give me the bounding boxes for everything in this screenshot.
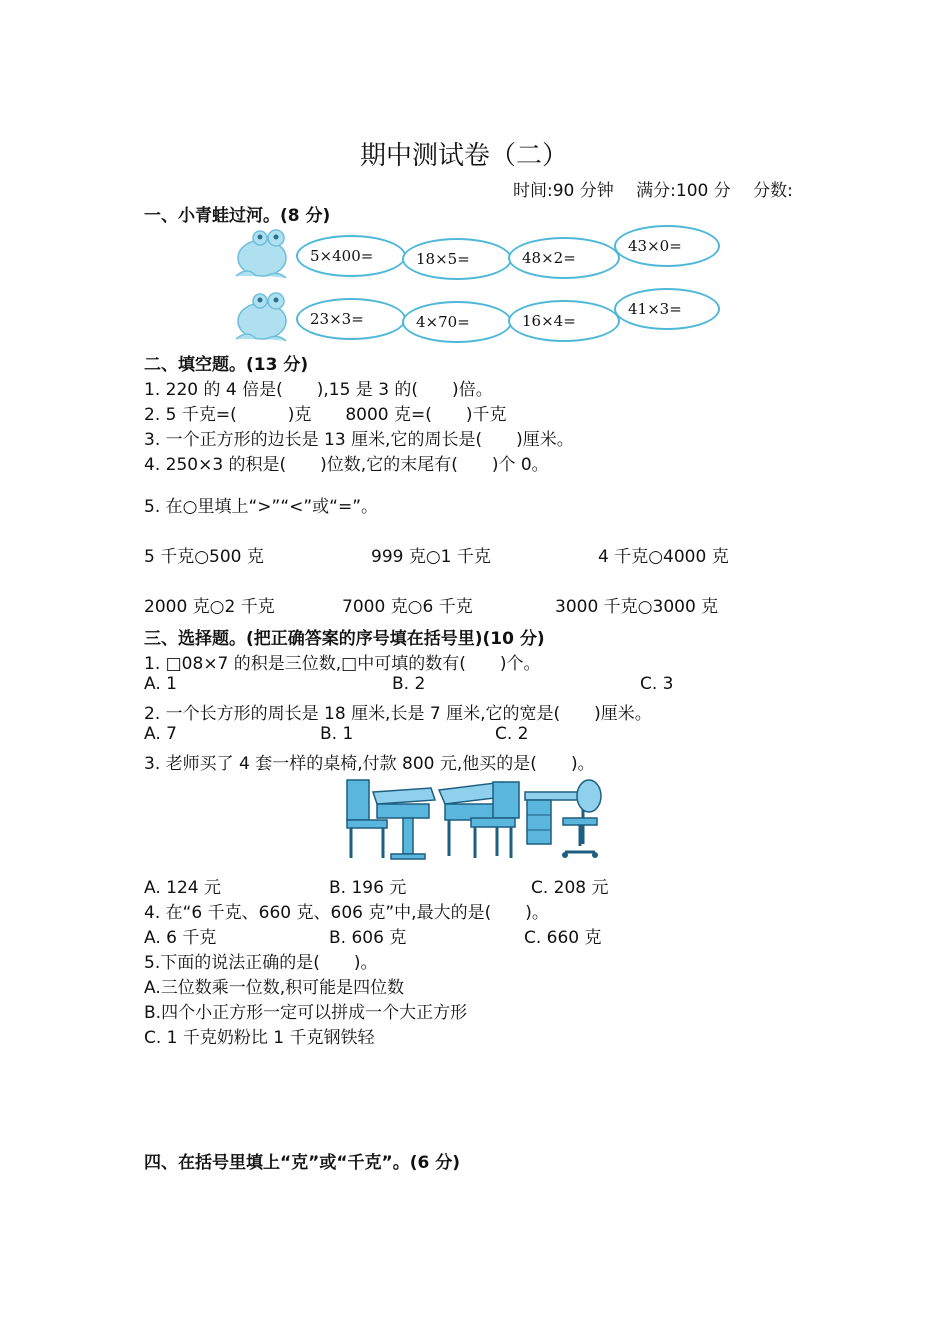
option-c: C. 1 千克奶粉比 1 千克钢铁轻 bbox=[144, 1028, 375, 1048]
lilypad-oval bbox=[508, 300, 620, 342]
section2-heading: 二、填空题。(13 分) bbox=[144, 355, 309, 375]
lilypad-oval bbox=[296, 298, 406, 340]
question-text: 2. 5 千克=( )克 8000 克=( )千克 bbox=[144, 405, 507, 425]
section1-heading: 一、小青蛙过河。(8 分) bbox=[144, 206, 331, 226]
option-b: B. 1 bbox=[320, 724, 354, 744]
option-b: B. 606 克 bbox=[329, 928, 407, 948]
lilypad-oval bbox=[614, 288, 720, 330]
page-title: 期中测试卷（二） bbox=[360, 141, 569, 171]
exam-meta: 时间:90 分钟 满分:100 分 分数: bbox=[513, 181, 793, 201]
section4-heading: 四、在括号里填上“克”或“千克”。(6 分) bbox=[144, 1153, 460, 1173]
lilypad-oval bbox=[296, 235, 406, 277]
frog-icon bbox=[226, 287, 296, 347]
question-text: 4. 在“6 千克、660 克、606 克”中,最大的是( )。 bbox=[144, 903, 549, 923]
expression-text: 16×4= bbox=[522, 312, 576, 330]
option-a: A. 6 千克 bbox=[144, 928, 217, 948]
expression-text: 18×5= bbox=[416, 250, 470, 268]
compare-item: 4 千克○4000 克 bbox=[598, 547, 729, 567]
option-a: A. 124 元 bbox=[144, 878, 221, 898]
option-a: A.三位数乘一位数,积可能是四位数 bbox=[144, 978, 405, 998]
expression-text: 41×3= bbox=[628, 300, 682, 318]
lilypad-oval bbox=[402, 238, 512, 280]
option-b: B. 196 元 bbox=[329, 878, 407, 898]
lilypad-oval bbox=[508, 237, 620, 279]
question-text: 1. □08×7 的积是三位数,□中可填的数有( )个。 bbox=[144, 654, 541, 674]
option-a: A. 7 bbox=[144, 724, 177, 744]
expression-text: 23×3= bbox=[310, 310, 364, 328]
desk-chair-illustration bbox=[343, 770, 608, 862]
question-text: 3. 老师买了 4 套一样的桌椅,付款 800 元,他买的是( )。 bbox=[144, 754, 595, 774]
option-c: C. 208 元 bbox=[531, 878, 609, 898]
option-b: B.四个小正方形一定可以拼成一个大正方形 bbox=[144, 1003, 468, 1023]
question-text: 5. 在○里填上“>”“<”或“=”。 bbox=[144, 497, 379, 517]
question-text: 3. 一个正方形的边长是 13 厘米,它的周长是( )厘米。 bbox=[144, 430, 574, 450]
expression-text: 5×400= bbox=[310, 247, 374, 265]
expression-text: 4×70= bbox=[416, 313, 470, 331]
expression-text: 43×0= bbox=[628, 237, 682, 255]
compare-item: 2000 克○2 千克 bbox=[144, 597, 275, 617]
lilypad-oval bbox=[614, 225, 720, 267]
option-c: C. 3 bbox=[640, 674, 674, 694]
frog-icon bbox=[226, 224, 296, 284]
question-text: 5.下面的说法正确的是( )。 bbox=[144, 953, 378, 973]
question-text: 4. 250×3 的积是( )位数,它的末尾有( )个 0。 bbox=[144, 455, 549, 475]
option-c: C. 660 克 bbox=[524, 928, 602, 948]
section3-heading: 三、选择题。(把正确答案的序号填在括号里)(10 分) bbox=[144, 629, 545, 649]
compare-item: 7000 克○6 千克 bbox=[342, 597, 473, 617]
lilypad-oval bbox=[402, 301, 512, 343]
option-a: A. 1 bbox=[144, 674, 177, 694]
option-b: B. 2 bbox=[392, 674, 426, 694]
question-text: 1. 220 的 4 倍是( ),15 是 3 的( )倍。 bbox=[144, 380, 493, 400]
compare-item: 5 千克○500 克 bbox=[144, 547, 264, 567]
expression-text: 48×2= bbox=[522, 249, 576, 267]
compare-item: 999 克○1 千克 bbox=[371, 547, 491, 567]
question-text: 2. 一个长方形的周长是 18 厘米,长是 7 厘米,它的宽是( )厘米。 bbox=[144, 704, 652, 724]
option-c: C. 2 bbox=[495, 724, 529, 744]
compare-item: 3000 千克○3000 克 bbox=[555, 597, 719, 617]
